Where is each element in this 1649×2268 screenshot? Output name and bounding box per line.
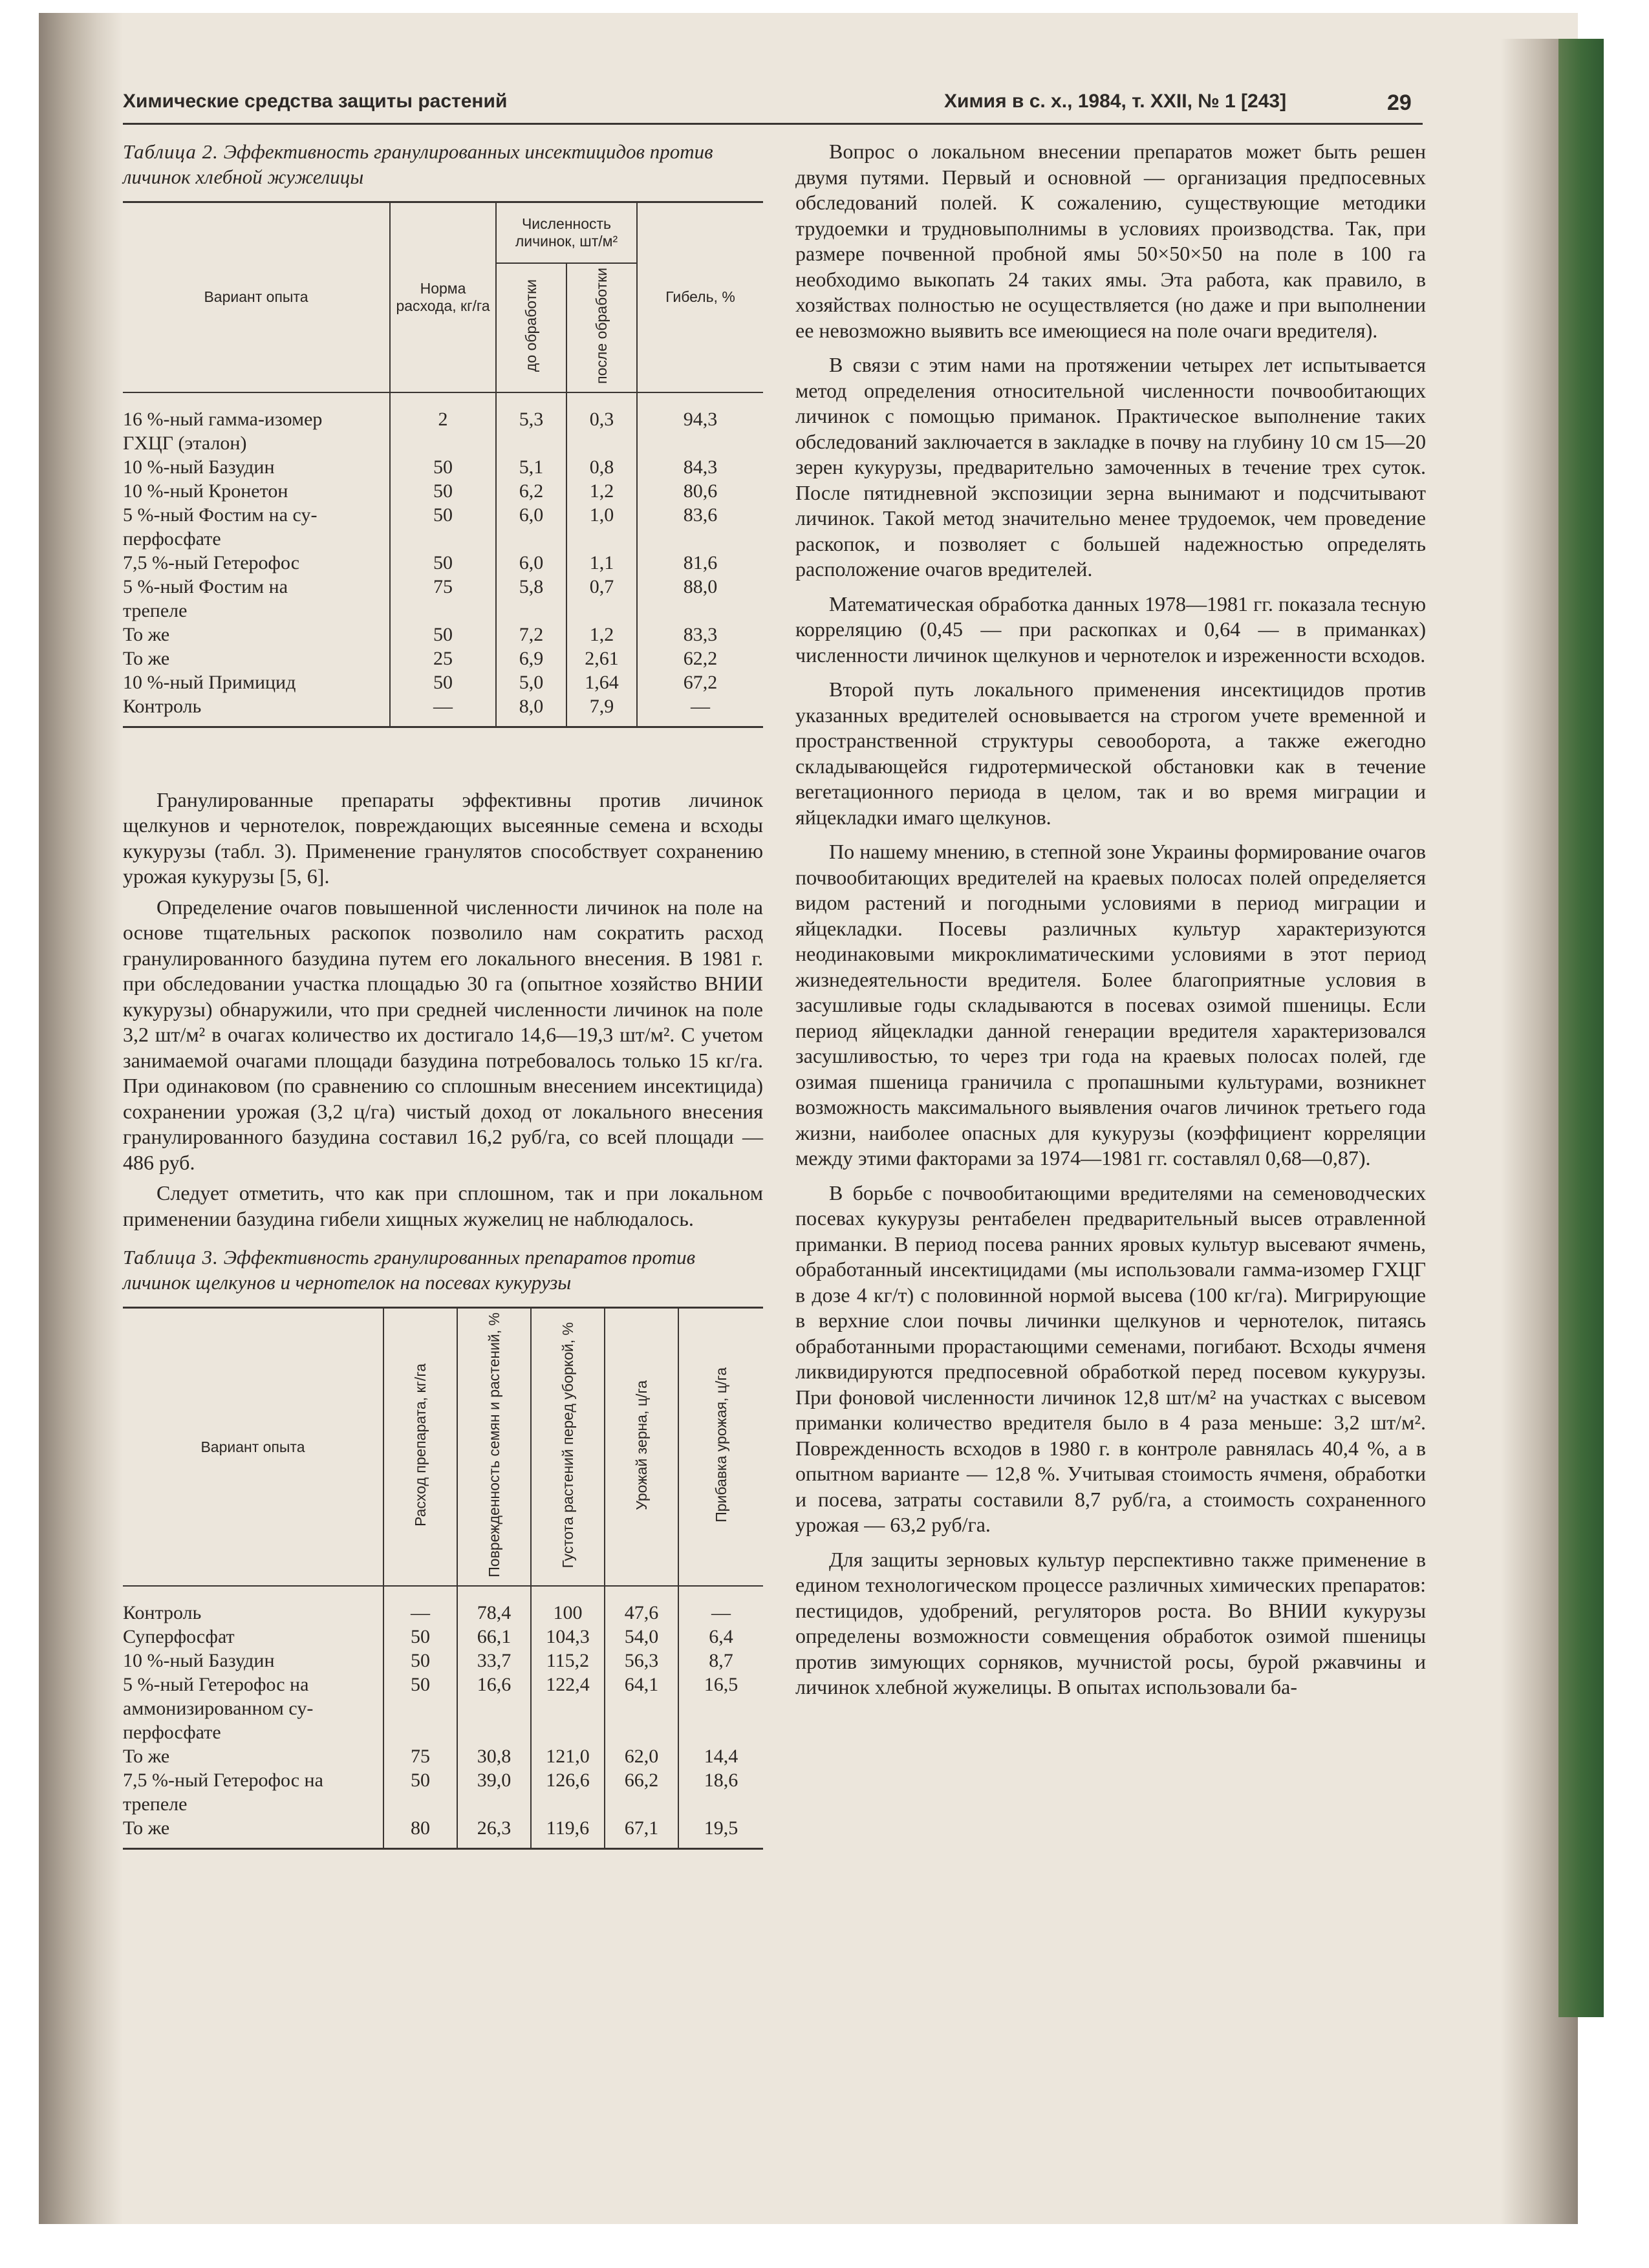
cell-increase: — — [678, 1586, 763, 1625]
cell-yield: 66,2 — [605, 1768, 678, 1816]
cell-variant — [123, 1673, 383, 1744]
variant-line: трепеле — [123, 1793, 188, 1815]
cell-variant — [123, 551, 390, 575]
table-row — [123, 1625, 763, 1649]
right-column — [795, 139, 1426, 1709]
cell-variant — [123, 455, 390, 479]
variant-line: 10 %-ный Кронетон — [123, 480, 288, 502]
variant-line: То же — [123, 1746, 170, 1768]
table2 — [123, 201, 763, 728]
cell-rate: 50 — [383, 1673, 457, 1744]
variant-line: аммонизированном су- — [123, 1698, 314, 1720]
cell-increase: 19,5 — [678, 1816, 763, 1849]
table-row — [123, 503, 763, 551]
table2-header-before: до обработки — [523, 279, 539, 372]
variant-line: То же — [123, 1817, 170, 1839]
paragraph: По нашему мнению, в степной зоне Украины формирование очагов почвообитающих вредителей на краевых полосах полей определяется видом растений и погодными условиями в период миграции и яйцекладки. Посевы различных культур характеризуются неодинаковыми микроклиматическими условиями в этот период жизнедеятельности вредителя. Более благоприятные условия в засушливые годы складываются в посевах озимой пшеницы. Если период яйцекладки данной генерации вредителя характеризовался засушливостью, то через три года на краевых полосах полей, где озимая пшеница граничила с пропашными культурами, возникнет возможность максимального выявления очагов личинок третьего года жизни, наиболее опасных для кукурузы (коэффициент корреляции между этими факторами за 1974—1981 гг. составлял 0,68—0,87). — [795, 840, 1426, 1170]
paragraph: Вопрос о локальном внесении препаратов может быть решен двумя путями. Первый и основной — организация предпосевных обследований полей. К сожалению, существующие методики трудоемки и трудновыполнимы в условиях производства. Так, при размере почвенной пробной ямы 50×50×50 на поле в 100 га необходимо выкопать 24 таких ямы. Эта работа, как правило, в хозяйствах полностью не осуществляется (но даже и при выполнении ее невозможно выявить все имеющиеся на поле очаги вредителя). — [795, 140, 1426, 342]
cell-mortality: 94,3 — [637, 392, 763, 455]
cell-density: 115,2 — [531, 1649, 605, 1673]
paragraph: Второй путь локального применения инсектицидов против указанных вредителей основывается на строгом учете временной и пространственной структуры севооборота, а также ежегодно складывающейся гидротермической обстановки как в течение вегетационного периода в целом, так и во время миграции и яйцекладки имаго щелкунов. — [795, 678, 1426, 829]
left-text — [123, 787, 763, 1232]
cell-before: 5,3 — [496, 392, 566, 455]
cell-rate: 25 — [390, 647, 496, 670]
cell-after: 2,61 — [566, 647, 637, 670]
cell-increase: 14,4 — [678, 1744, 763, 1768]
table3-header-variant: Вариант опыта — [123, 1308, 383, 1586]
cell-after: 0,7 — [566, 575, 637, 623]
table3-header-increase: Прибавка урожая, ц/га — [712, 1367, 729, 1523]
variant-line: ГХЦГ (эталон) — [123, 432, 247, 454]
cell-rate: 50 — [383, 1649, 457, 1673]
cell-increase: 18,6 — [678, 1768, 763, 1816]
variant-line: 5 %-ный Фостим на — [123, 575, 288, 597]
variant-line: перфосфате — [123, 1722, 221, 1744]
table3-title: Эффективность гранулированных препаратов против личинок щелкунов и чернотелок на посевах кукурузы — [123, 1246, 696, 1294]
variant-line: 16 %-ный гамма-изомер — [123, 408, 323, 430]
table-row — [123, 1673, 763, 1744]
table2-header-rate: Норма расхода, кг/га — [390, 202, 496, 392]
cell-mortality: — — [637, 694, 763, 727]
cell-damage: 16,6 — [457, 1673, 531, 1744]
cell-variant — [123, 623, 390, 647]
cell-yield: 47,6 — [605, 1586, 678, 1625]
cell-rate: 75 — [383, 1744, 457, 1768]
table-row — [123, 1768, 763, 1816]
cell-increase: 16,5 — [678, 1673, 763, 1744]
cell-after: 1,2 — [566, 623, 637, 647]
cell-before: 6,2 — [496, 479, 566, 503]
table2-header-after: после обработки — [593, 268, 610, 384]
cell-increase: 6,4 — [678, 1625, 763, 1649]
variant-line: 10 %-ный Базудин — [123, 1650, 275, 1672]
cell-after: 1,64 — [566, 670, 637, 694]
cell-variant — [123, 1816, 383, 1849]
variant-line: перфосфате — [123, 528, 221, 550]
paragraph: Для защиты зерновых культур перспективно также применение в едином технологическом процессе различных химических препаратов: пестицидов, удобрений, регуляторов роста. Во ВНИИ кукурузы определены возможности совмещения обработок озимой пшеницы против зимующих сорняков, мучнистой росы, бурой ржавчины и личинок хлебной жужелицы. В опытах использовали ба- — [795, 1547, 1426, 1698]
table-row — [123, 623, 763, 647]
cell-rate: 50 — [390, 551, 496, 575]
cell-variant — [123, 1625, 383, 1649]
section-title: Химические средства защиты растений — [123, 91, 508, 112]
cell-yield: 67,1 — [605, 1816, 678, 1849]
cell-yield: 64,1 — [605, 1673, 678, 1744]
running-head — [123, 84, 1416, 123]
table-row — [123, 455, 763, 479]
table-row — [123, 647, 763, 670]
page-number: 29 — [1387, 91, 1412, 115]
cell-variant — [123, 392, 390, 455]
cell-mortality: 84,3 — [637, 455, 763, 479]
cell-after: 7,9 — [566, 694, 637, 727]
table2-header-mortality: Гибель, % — [637, 202, 763, 392]
table3-label: Таблица 3. — [123, 1246, 219, 1269]
journal-citation: Химия в с. х., 1984, т. XXII, № 1 [243] — [944, 91, 1287, 112]
cell-yield: 62,0 — [605, 1744, 678, 1768]
cell-before: 5,1 — [496, 455, 566, 479]
cell-rate: 75 — [390, 575, 496, 623]
cell-damage: 66,1 — [457, 1625, 531, 1649]
cell-yield: 54,0 — [605, 1625, 678, 1649]
table3-header-density: Густота растений перед уборкой, % — [559, 1321, 576, 1568]
variant-line: 5 %-ный Фостим на су- — [123, 504, 318, 526]
cell-rate: 50 — [390, 623, 496, 647]
cell-after: 1,0 — [566, 503, 637, 551]
cell-rate: 50 — [390, 670, 496, 694]
table2-title: Эффективность гранулированных инсектицидов против личинок хлебной жужелицы — [123, 140, 713, 188]
binding-shadow — [39, 13, 123, 2224]
cell-mortality: 81,6 — [637, 551, 763, 575]
table-row — [123, 1649, 763, 1673]
cell-before: 6,0 — [496, 551, 566, 575]
cell-before: 7,2 — [496, 623, 566, 647]
cell-damage: 39,0 — [457, 1768, 531, 1816]
cell-mortality: 67,2 — [637, 670, 763, 694]
paragraph: Следует отметить, что как при сплошном, так и при локальном применении базудина гибели хищных жужелиц не наблюдалось. — [123, 1181, 763, 1230]
cell-variant — [123, 1744, 383, 1768]
table-row — [123, 1744, 763, 1768]
cell-variant — [123, 1768, 383, 1816]
table2-header-variant: Вариант опыта — [123, 202, 390, 392]
cell-before: 5,0 — [496, 670, 566, 694]
cell-variant — [123, 694, 390, 727]
header-rule — [123, 123, 1423, 125]
variant-line: 5 %-ный Гетерофос на — [123, 1674, 309, 1696]
paragraph: Математическая обработка данных 1978—1981 гг. показала тесную корреляцию (0,45 — при раскопках и 0,64 — в приманках) численности личинок щелкунов и чернотелок и изреженности всходов. — [795, 592, 1426, 667]
variant-line: 10 %-ный Базудин — [123, 456, 275, 478]
table-row — [123, 575, 763, 623]
cell-damage: 33,7 — [457, 1649, 531, 1673]
cell-mortality: 83,3 — [637, 623, 763, 647]
cell-rate: — — [390, 694, 496, 727]
cell-after: 1,1 — [566, 551, 637, 575]
cell-rate: 50 — [383, 1768, 457, 1816]
variant-line: Суперфосфат — [123, 1626, 235, 1648]
variant-line: То же — [123, 647, 170, 669]
cell-density: 121,0 — [531, 1744, 605, 1768]
cell-variant — [123, 1649, 383, 1673]
variant-line: 10 %-ный Примицид — [123, 671, 296, 693]
cell-damage: 30,8 — [457, 1744, 531, 1768]
cell-before: 6,9 — [496, 647, 566, 670]
left-column — [123, 139, 763, 1850]
table-row — [123, 694, 763, 727]
table3-header-yield: Урожай зерна, ц/га — [632, 1380, 650, 1510]
cell-after: 0,3 — [566, 392, 637, 455]
cell-rate: 50 — [390, 455, 496, 479]
cell-variant — [123, 670, 390, 694]
table-row — [123, 551, 763, 575]
cell-variant — [123, 503, 390, 551]
cell-density: 119,6 — [531, 1816, 605, 1849]
table2-caption — [123, 139, 763, 189]
table3-header-rate: Расход препарата, кг/га — [411, 1364, 429, 1527]
table3-caption — [123, 1245, 763, 1295]
cell-before: 8,0 — [496, 694, 566, 727]
cell-damage: 78,4 — [457, 1586, 531, 1625]
table3-header-damage: Поврежденность семян и растений, % — [485, 1312, 502, 1578]
cell-density: 122,4 — [531, 1673, 605, 1744]
cell-density: 126,6 — [531, 1768, 605, 1816]
cell-yield: 56,3 — [605, 1649, 678, 1673]
table-row — [123, 670, 763, 694]
paragraph: Определение очагов повышенной численности личинок на поле на основе тщательных раскопок позволило нам сократить расход гранулированного базудина путем его локального внесения. В 1981 г. при обследовании участка площадью 30 га (опытное хозяйство ВНИИ кукурузы) обнаружили, что при средней численности личинок на поле 3,2 шт/м² в очагах количество их достигало 14,6—19,3 шт/м². С учетом занимаемой очагами площади базудина потребовалось только 15 кг/га. При одинаковом (по сравнению со сплошным внесением инсектицида) сохранении урожая (3,2 ц/га) чистый доход от локального внесения гранулированного базудина составил 16,2 руб/га, со всей площади — 486 руб. — [123, 895, 763, 1174]
cell-density: 100 — [531, 1586, 605, 1625]
cell-mortality: 80,6 — [637, 479, 763, 503]
cell-mortality: 88,0 — [637, 575, 763, 623]
cell-mortality: 62,2 — [637, 647, 763, 670]
cell-after: 0,8 — [566, 455, 637, 479]
table2-label: Таблица 2. — [123, 140, 219, 163]
cell-variant — [123, 647, 390, 670]
green-cover-edge — [1558, 39, 1604, 2017]
cell-variant — [123, 575, 390, 623]
cell-variant — [123, 1586, 383, 1625]
cell-rate: 50 — [390, 479, 496, 503]
variant-line: трепеле — [123, 599, 188, 621]
paragraph: В связи с этим нами на протяжении четырех лет испытывается метод определения относительной численности почвообитающих личинок с помощью приманок. Практическое выполнение таких обследований заключается в закладке в почву на глубину 10 см 15—20 зерен кукурузы, предварительно замоченных в течение трех суток. После пятидневной экспозиции зерна вынимают и подсчитывают личинок. Такой метод значительно менее трудоемок, чем проведение раскопок, и позволяет с большей надежностью определять расположение очагов вредителей. — [795, 353, 1426, 581]
paragraph: Гранулированные препараты эффективны против личинок щелкунов и чернотелок, повреждающих высеянные семена и всходы кукурузы (табл. 3). Применение гранулятов способствует сохранению урожая кукурузы [5, 6]. — [123, 787, 763, 888]
table-row — [123, 1586, 763, 1625]
table-row — [123, 392, 763, 455]
table-row — [123, 1816, 763, 1849]
cell-rate: — — [383, 1586, 457, 1625]
variant-line: То же — [123, 623, 170, 645]
cell-rate: 2 — [390, 392, 496, 455]
table-row — [123, 479, 763, 503]
cell-rate: 80 — [383, 1816, 457, 1849]
variant-line: Контроль — [123, 1602, 202, 1624]
cell-mortality: 83,6 — [637, 503, 763, 551]
cell-rate: 50 — [390, 503, 496, 551]
cell-increase: 8,7 — [678, 1649, 763, 1673]
cell-rate: 50 — [383, 1625, 457, 1649]
cell-density: 104,3 — [531, 1625, 605, 1649]
variant-line: 7,5 %-ный Гетерофос на — [123, 1770, 323, 1792]
cell-before: 6,0 — [496, 503, 566, 551]
table3 — [123, 1307, 763, 1850]
cell-before: 5,8 — [496, 575, 566, 623]
cell-damage: 26,3 — [457, 1816, 531, 1849]
cell-variant — [123, 479, 390, 503]
variant-line: 7,5 %-ный Гетерофос — [123, 551, 300, 573]
variant-line: Контроль — [123, 695, 202, 717]
cell-after: 1,2 — [566, 479, 637, 503]
table2-header-count: Численность личинок, шт/м² — [496, 202, 637, 264]
paragraph: В борьбе с почвообитающими вредителями на семеноводческих посевах кукурузы рентабелен предварительный высев отравленной приманки. В период посева ранних яровых культур высевают ячмень, обработанный инсектицидами (мы использовали гамма-изомер ГХЦГ в дозе 4 кг/т) с половинной нормой высева (100 кг/га). Мигрирующие в верхние слои почвы личинки щелкунов и чернотелок, питаясь обработанными прорастающими семенами, погибают. Всходы ячменя ликвидируются предпосевной обработкой перед посевом кукурузы. При фоновой численности личинок 12,8 шт/м² на участках с высевом приманки количество вредителя было в 4 раза меньше: 3,2 шт/м². Поврежденность всходов в 1980 г. в контроле равнялась 40,4 %, а в опытном варианте — 12,8 %. Учитывая стоимость ячменя, обработки и посева, затраты составили 8,7 руб/га, а стоимость сохраненного урожая — 63,2 руб/га. — [795, 1181, 1426, 1536]
